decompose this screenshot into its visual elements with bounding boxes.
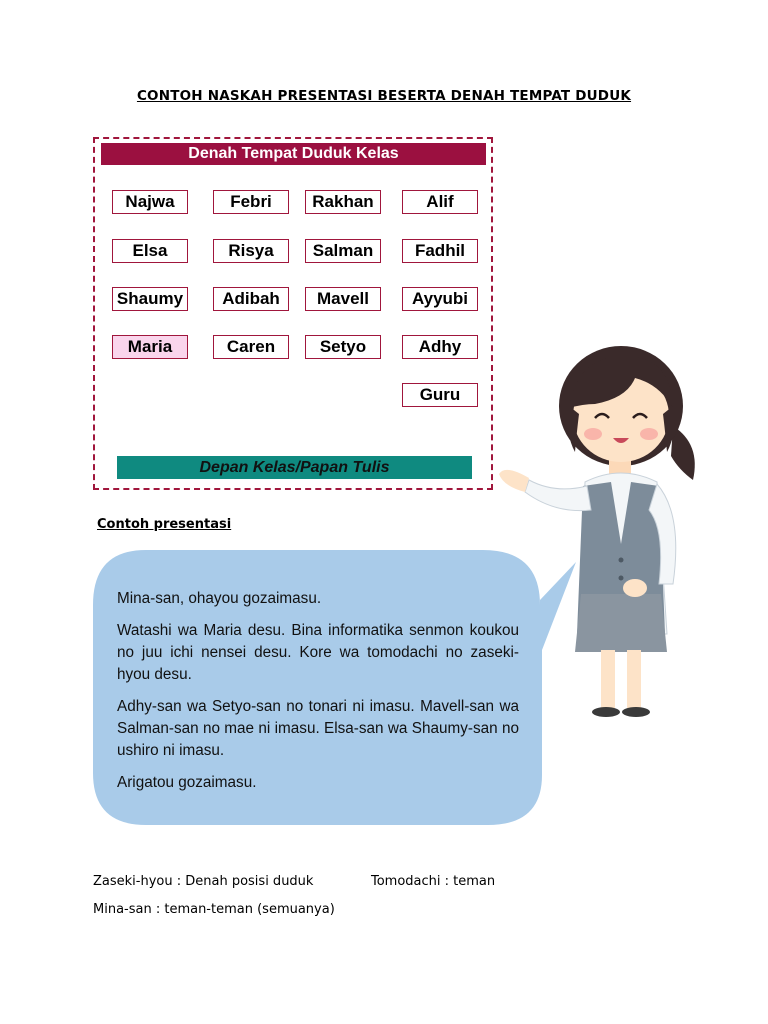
seat-r4-c3: Setyo (305, 335, 381, 359)
presentation-label: Contoh presentasi (97, 517, 232, 532)
seat-r2-c4: Fadhil (402, 239, 478, 263)
glossary-tomodachi: Tomodachi : teman (371, 874, 496, 889)
seat-r3-c3: Mavell (305, 287, 381, 311)
script-paragraph-intro: Watashi wa Maria desu. Bina informatika senmon koukou no juu ichi nensei desu. Kore wa tomodachi no zaseki-hyou desu. (117, 622, 519, 683)
seat-r4-c2: Caren (213, 335, 289, 359)
seat-r4-c1-speaker: Maria (112, 335, 188, 359)
front-of-class-bar: Depan Kelas/Papan Tulis (117, 456, 472, 479)
seat-r2-c3: Salman (305, 239, 381, 263)
script-paragraph-positions: Adhy-san wa Setyo-san no tonari ni imasu. Mavell-san wa Salman-san no mae ni imasu. Elsa-san wa Shaumy-san no ushiro ni imasu. (117, 698, 519, 759)
script-paragraph-greeting: Mina-san, ohayou gozaimasu. (117, 590, 322, 607)
script-paragraph-closing: Arigatou gozaimasu. (117, 774, 257, 791)
glossary-mina-san: Mina-san : teman-teman (semuanya) (93, 902, 335, 917)
seat-r1-c4: Alif (402, 190, 478, 214)
seat-r3-c1: Shaumy (112, 287, 188, 311)
seating-chart-header: Denah Tempat Duduk Kelas (101, 143, 486, 165)
glossary-zaseki-hyou: Zaseki-hyou : Denah posisi duduk (93, 874, 314, 889)
presentation-script (117, 588, 519, 804)
seat-r2-c2: Risya (213, 239, 289, 263)
seat-r3-c2: Adibah (213, 287, 289, 311)
seat-r1-c3: Rakhan (305, 190, 381, 214)
seat-r1-c2: Febri (213, 190, 289, 214)
seat-r3-c4: Ayyubi (402, 287, 478, 311)
seat-r4-c4: Adhy (402, 335, 478, 359)
teacher-seat: Guru (402, 383, 478, 407)
seat-r2-c1: Elsa (112, 239, 188, 263)
seat-r1-c1: Najwa (112, 190, 188, 214)
document-title: CONTOH NASKAH PRESENTASI BESERTA DENAH TEMPAT DUDUK (136, 88, 632, 104)
teacher-illustration (495, 334, 705, 724)
